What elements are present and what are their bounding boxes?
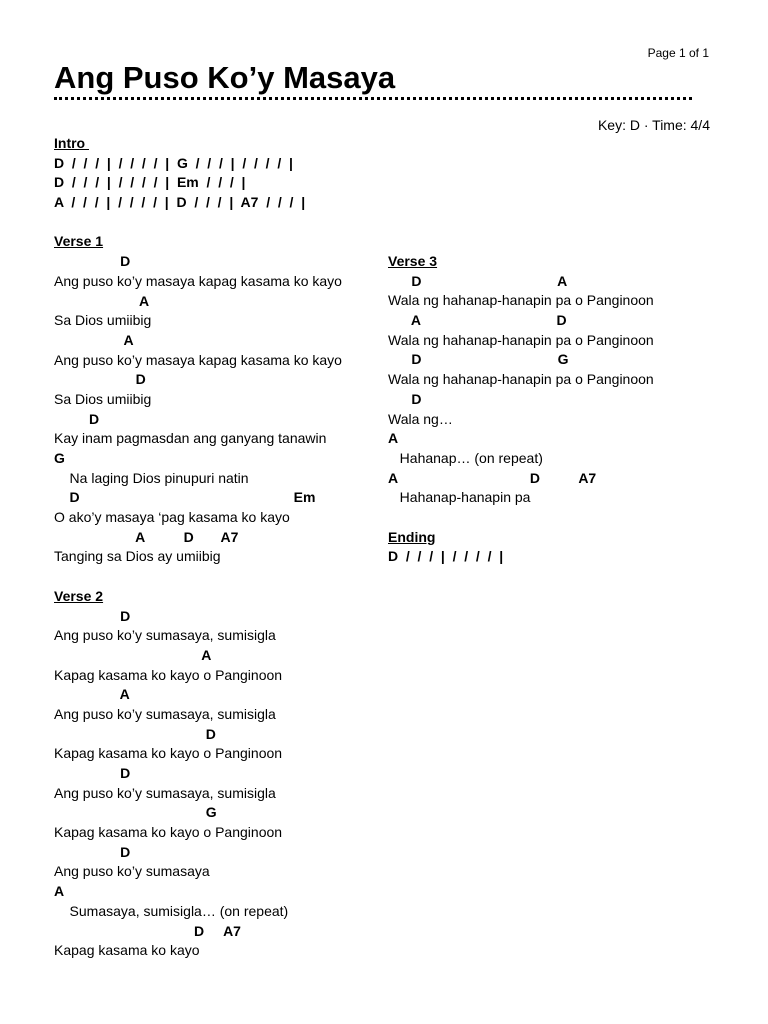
section-gap — [54, 567, 342, 587]
lyric-line: Tanging sa Dios ay umiibig — [54, 548, 221, 565]
chord-line: A D A7 — [54, 528, 239, 545]
chord-line: D — [54, 253, 131, 270]
lyric-line: Ang puso ko’y sumasaya, sumisigla — [54, 627, 276, 644]
chord-line: D — [54, 725, 216, 742]
chord-line: D / / / | / / / / | — [388, 548, 504, 565]
chord-line: D / / / | / / / / | G / / / | / / / / | — [54, 154, 293, 171]
chord-line: A — [388, 430, 399, 447]
chord-line: D / / / | / / / / | Em / / / | — [54, 174, 246, 191]
chord-line: D A — [388, 272, 568, 289]
chord-line: D — [388, 390, 422, 407]
chord-line: A D — [388, 312, 567, 329]
lyric-line: Ang puso ko’y masaya kapag kasama ko kayo — [54, 272, 342, 289]
lyric-line: Sa Dios umiibig — [54, 390, 152, 407]
chord-line: A — [54, 686, 130, 703]
lyric-line: Sumasaya, sumisigla… (on repeat) — [54, 902, 289, 919]
lyric-line: Hahanap… (on repeat) — [388, 449, 543, 466]
section-gap — [388, 508, 654, 528]
song-title: Ang Puso Ko’y Masaya — [54, 60, 396, 95]
lyric-line: Wala ng hahanap-hanapin pa o Panginoon — [388, 331, 654, 348]
chord-line: D G — [388, 351, 569, 368]
lyric-line: Wala ng hahanap-hanapin pa o Panginoon — [388, 371, 654, 388]
chord-line: A — [54, 646, 212, 663]
chord-line: D A7 — [54, 922, 241, 939]
chord-line: A — [54, 883, 65, 900]
lyric-line: Wala ng hahanap-hanapin pa o Panginoon — [388, 292, 654, 309]
chord-line: D — [54, 371, 146, 388]
page-number: Page 1 of 1 — [647, 46, 709, 60]
chord-line: D — [54, 410, 100, 427]
section-heading: Ending — [388, 528, 436, 545]
section-heading: Verse 2 — [54, 587, 104, 604]
lyric-line: Ang puso ko’y sumasaya, sumisigla — [54, 705, 276, 722]
lyric-line: Wala ng… — [388, 410, 453, 427]
chord-line: G — [54, 450, 65, 466]
lyric-line: Kapag kasama ko kayo o Panginoon — [54, 745, 283, 762]
chord-line: A / / / | / / / / | D / / / | A7 / / / | — [54, 194, 306, 211]
chord-line: A — [54, 292, 150, 309]
chord-line: D — [54, 765, 131, 781]
section-heading: Intro — [54, 135, 89, 151]
lyric-line: Kapag kasama ko kayo — [54, 942, 200, 959]
title-divider — [54, 97, 692, 100]
lyric-line: Ang puso ko’y sumasaya — [54, 863, 210, 880]
chord-line: A D A7 — [388, 469, 597, 486]
left-column — [54, 134, 342, 961]
lyric-line: O ako’y masaya ‘pag kasama ko kayo — [54, 509, 290, 526]
section-gap — [54, 213, 342, 233]
lyric-line: Kapag kasama ko kayo o Panginoon — [54, 666, 283, 683]
lyric-line: Ang puso ko’y masaya kapag kasama ko kayo — [54, 351, 342, 368]
chord-line: G — [54, 804, 217, 821]
lyric-line: Sa Dios umiibig — [54, 312, 152, 329]
right-column — [388, 252, 654, 567]
chord-line: A — [54, 331, 134, 348]
section-heading: Verse 1 — [54, 233, 104, 250]
lyric-line: Ang puso ko’y sumasaya, sumisigla — [54, 784, 276, 801]
chord-line: D Em — [54, 489, 316, 506]
key-time-signature: Key: D · Time: 4/4 — [597, 117, 710, 133]
lyric-line: Kay inam pagmasdan ang ganyang tanawin — [54, 430, 327, 447]
lyric-line: Na laging Dios pinupuri natin — [54, 469, 249, 486]
chord-line: D — [54, 843, 131, 860]
lyric-line: Kapag kasama ko kayo o Panginoon — [54, 824, 283, 841]
lyric-line: Hahanap-hanapin pa — [388, 489, 531, 506]
section-heading: Verse 3 — [388, 253, 438, 269]
chord-line: D — [54, 607, 131, 624]
